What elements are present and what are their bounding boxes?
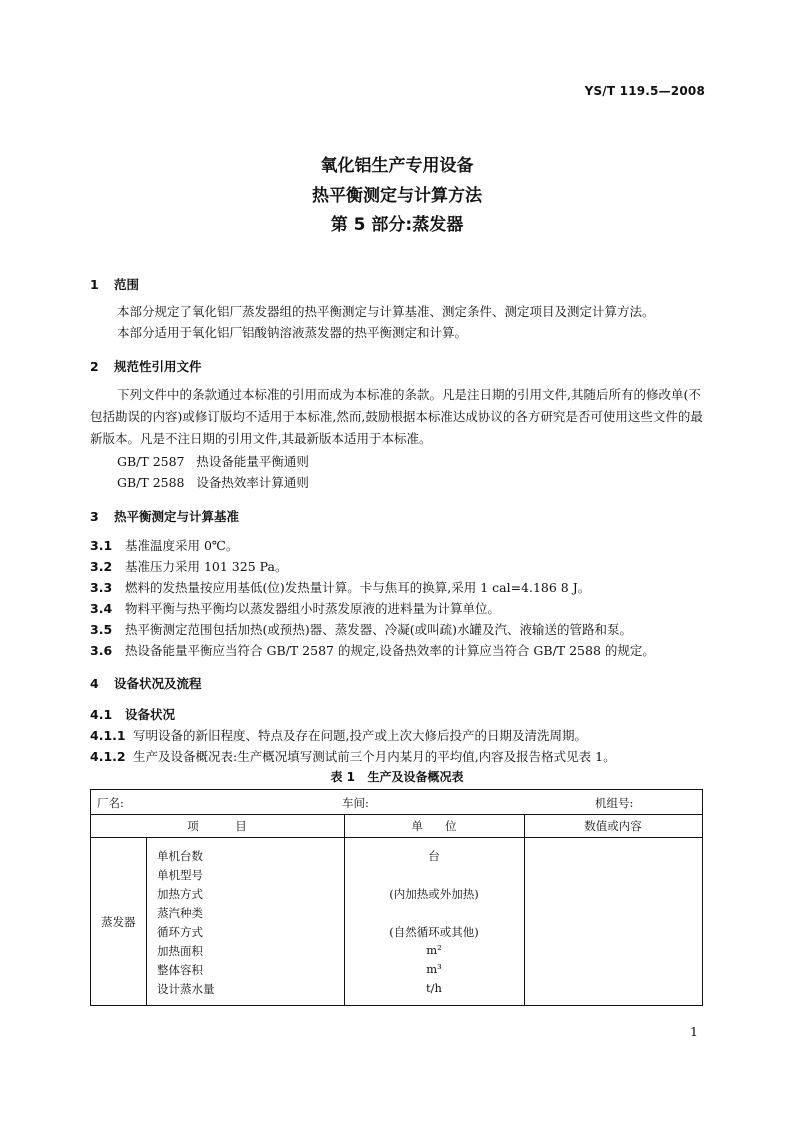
- table-row-item: 加热面积: [157, 944, 203, 958]
- subsection-4-1-heading: [90, 705, 175, 723]
- table-1-caption: 表 1 生产及设备概况表: [330, 770, 464, 784]
- clause-3-2: [90, 557, 287, 575]
- section-3-number: 3: [90, 509, 99, 524]
- section-1-paragraph-1: 本部分规定了氧化铝厂蒸发器组的热平衡测定与计算基准、测定条件、测定项目及测定计算方法。: [117, 304, 655, 319]
- table-row-item: 设计蒸水量: [157, 982, 215, 996]
- reference-gb-2587: GB/T 2587 热设备能量平衡通则: [117, 454, 309, 469]
- table-row-unit: (内加热或外加热): [389, 887, 479, 901]
- table-row-item: 单机台数: [157, 849, 203, 863]
- clause-number: 3.4: [90, 601, 113, 616]
- clause-number: 3.6: [90, 643, 113, 658]
- clause-text: 燃料的发热量按应用基低(位)发热量计算。卡与焦耳的换算,采用 1 cal=4.186 8 J。: [125, 580, 591, 595]
- clause-text: 基准压力采用 101 325 Pa。: [125, 559, 288, 574]
- section-1-title: 范围: [114, 277, 140, 292]
- table-divider: [344, 814, 345, 1005]
- section-1-paragraph-2: 本部分适用于氧化铝厂铝酸钠溶液蒸发器的热平衡测定和计算。: [117, 325, 468, 340]
- subsection-number: 4.1: [90, 707, 113, 722]
- section-2-number: 2: [90, 359, 99, 374]
- clause-3-6: [90, 641, 655, 659]
- clause-3-3: [90, 578, 590, 596]
- section-3-heading: [90, 507, 239, 525]
- section-3-title: 热平衡测定与计算基准: [114, 509, 240, 524]
- row-group-evaporator: 蒸发器: [101, 915, 136, 929]
- clause-text: 生产及设备概况表:生产概况填写测试前三个月内某月的平均值,内容及报告格式见表 1。: [133, 749, 616, 764]
- standard-number: YS/T 119.5—2008: [584, 84, 705, 98]
- clause-number: 4.1.2: [90, 749, 126, 764]
- table-divider: [146, 837, 147, 1005]
- factory-label: 厂名:: [97, 796, 124, 810]
- table-divider: [524, 814, 525, 1005]
- section-2-heading: [90, 357, 202, 375]
- section-4-heading: [90, 674, 202, 692]
- section-4-title: 设备状况及流程: [114, 676, 202, 691]
- reference-gb-2588: GB/T 2588 设备热效率计算通则: [117, 475, 309, 490]
- section-1-number: 1: [90, 277, 99, 292]
- clause-number: 3.5: [90, 622, 113, 637]
- clause-3-1: [90, 536, 238, 554]
- table-row-unit: (自然循环或其他): [389, 925, 479, 939]
- table-row-item: 整体容积: [157, 963, 203, 977]
- table-divider: [91, 837, 702, 838]
- section-1-heading: [90, 275, 139, 293]
- table-row-unit: 台: [428, 849, 440, 863]
- clause-4-1-1: [90, 726, 587, 744]
- unit-number-label: 机组号:: [595, 796, 634, 810]
- document-title-line-1: 氧化铝生产专用设备: [320, 156, 474, 176]
- page-number: 1: [690, 1024, 698, 1039]
- column-header-value: 数值或内容: [584, 819, 642, 833]
- clause-3-5: [90, 620, 632, 638]
- table-row-item: 加热方式: [157, 887, 203, 901]
- section-2-paragraph: 下列文件中的条款通过本标准的引用而成为本标准的条款。凡是注日期的引用文件,其随后所有的修改单(不包括勘误的内容)或修订版均不适用于本标准,然而,鼓励根据本标准达成协议的各方研究是否可使用这些文件的最新版本。凡是不注日期的引用文件,其最新版本适用于本标准。: [90, 387, 703, 446]
- table-row-item: 单机型号: [157, 868, 203, 882]
- table-divider: [91, 814, 702, 815]
- clause-number: 3.3: [90, 580, 113, 595]
- clause-number: 3.2: [90, 559, 113, 574]
- table-row-item: 循环方式: [157, 925, 203, 939]
- document-title-line-3: 第 5 部分:蒸发器: [330, 215, 464, 235]
- clause-text: 热设备能量平衡应当符合 GB/T 2587 的规定,设备热效率的计算应当符合 GB/T 2588 的规定。: [125, 643, 655, 658]
- table-row-unit: m³: [426, 962, 442, 976]
- table-row-unit: m²: [426, 943, 442, 957]
- column-header-item: 项 目: [187, 819, 247, 833]
- clause-number: 4.1.1: [90, 728, 126, 743]
- clause-3-4: [90, 599, 500, 617]
- subsection-title: 设备状况: [125, 707, 176, 722]
- clause-text: 基准温度采用 0℃。: [125, 538, 239, 553]
- table-1: [90, 789, 703, 1006]
- section-2-title: 规范性引用文件: [114, 359, 202, 374]
- clause-number: 3.1: [90, 538, 113, 553]
- document-title-line-2: 热平衡测定与计算方法: [312, 186, 482, 206]
- section-4-number: 4: [90, 676, 99, 691]
- table-row-unit: t/h: [426, 981, 442, 995]
- table-row-item: 蒸汽种类: [157, 906, 203, 920]
- clause-text: 物料平衡与热平衡均以蒸发器组小时蒸发原液的进料量为计算单位。: [125, 601, 501, 616]
- clause-4-1-2: [90, 747, 616, 765]
- clause-text: 写明设备的新旧程度、特点及存在问题,投产或上次大修后投产的日期及清洗周期。: [133, 728, 587, 743]
- workshop-label: 车间:: [342, 796, 369, 810]
- clause-text: 热平衡测定范围包括加热(或预热)器、蒸发器、冷凝(或叫疏)水罐及汽、液输送的管路和泵。: [125, 622, 633, 637]
- column-header-unit: 单 位: [411, 819, 457, 833]
